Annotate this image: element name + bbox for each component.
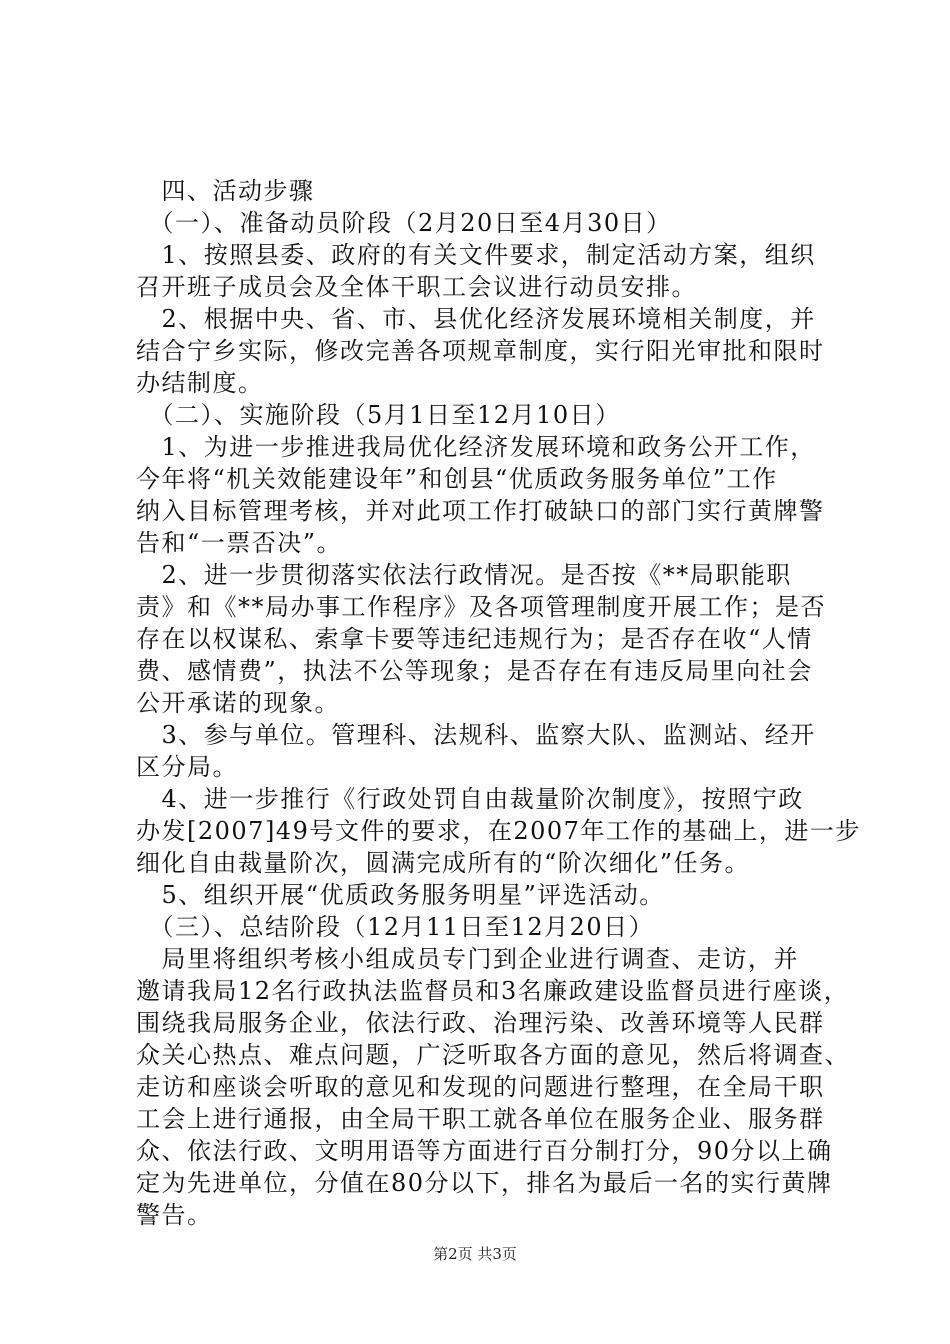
body-line: 今年将“机关效能建设年”和创县“优质政务服务单位”工作 xyxy=(136,465,778,493)
body-line: 公开承诺的现象。 xyxy=(136,689,340,717)
body-line: 围绕我局服务企业，依法行政、治理污染、改善环境等人民群 xyxy=(136,1009,825,1037)
body-line: 定为先进单位，分值在80分以下，排名为最后一名的实行黄牌 xyxy=(136,1169,833,1197)
body-line: 费、感情费”，执法不公等现象；是否存在有违反局里向社会 xyxy=(136,657,813,685)
body-line: 细化自由裁量阶次，圆满完成所有的“阶次细化”任务。 xyxy=(136,849,751,877)
body-line: 召开班子成员会及全体干职工会议进行动员安排。 xyxy=(136,273,697,301)
body-line: 众、依法行政、文明用语等方面进行百分制打分，90分以上确 xyxy=(136,1137,833,1165)
body-line: 2、进一步贯彻落实依法行政情况。是否按《**局职能职 xyxy=(136,561,792,589)
body-line: 纳入目标管理考核，并对此项工作打破缺口的部门实行黄牌警 xyxy=(136,497,825,525)
body-line: 4、进一步推行《行政处罚自由裁量阶次制度》，按照宁政 xyxy=(136,785,804,813)
section-heading: 四、活动步骤 xyxy=(136,177,315,205)
body-line: 邀请我局12名行政执法监督员和3名廉政建设监督员进行座谈， xyxy=(136,977,850,1005)
body-line: 办发[2007]49号文件的要求，在2007年工作的基础上，进一步 xyxy=(136,817,861,845)
body-line: 走访和座谈会听取的意见和发现的问题进行整理，在全局干职 xyxy=(136,1073,825,1101)
body-line: 办结制度。 xyxy=(136,369,264,397)
body-line: 结合宁乡实际，修改完善各项规章制度，实行阳光审批和限时 xyxy=(136,337,825,365)
body-line: 区分局。 xyxy=(136,753,238,781)
body-line: 1、为进一步推进我局优化经济发展环境和政务公开工作， xyxy=(136,433,816,461)
body-line: 2、根据中央、省、市、县优化经济发展环境相关制度，并 xyxy=(136,305,816,333)
body-line: 责》和《**局办事工作程序》及各项管理制度开展工作；是否 xyxy=(136,593,826,621)
body-line: 5、组织开展“优质政务服务明星”评选活动。 xyxy=(136,881,665,909)
body-line: 工会上进行通报，由全局干职工就各单位在服务企业、服务群 xyxy=(136,1105,825,1133)
subsection-heading: （二）、实施阶段（5月1日至12月10日） xyxy=(136,401,621,429)
body-line: 局里将组织考核小组成员专门到企业进行调查、走访，并 xyxy=(136,945,799,973)
body-line: 众关心热点、难点问题，广泛听取各方面的意见，然后将调查、 xyxy=(136,1041,850,1069)
subsection-heading: （三）、总结阶段（12月11日至12月20日） xyxy=(136,913,655,941)
page-number-footer: 第2页 共3页 xyxy=(433,1245,517,1263)
subsection-heading: （一）、准备动员阶段（2月20日至4月30日） xyxy=(136,209,672,237)
body-line: 警告。 xyxy=(136,1201,213,1229)
body-line: 1、按照县委、政府的有关文件要求，制定活动方案，组织 xyxy=(136,241,816,269)
body-line: 3、参与单位。管理科、法规科、监察大队、监测站、经开 xyxy=(136,721,816,749)
body-line: 告和“一票否决”。 xyxy=(136,529,343,557)
body-line: 存在以权谋私、索拿卡要等违纪违规行为；是否存在收“人情 xyxy=(136,625,813,653)
